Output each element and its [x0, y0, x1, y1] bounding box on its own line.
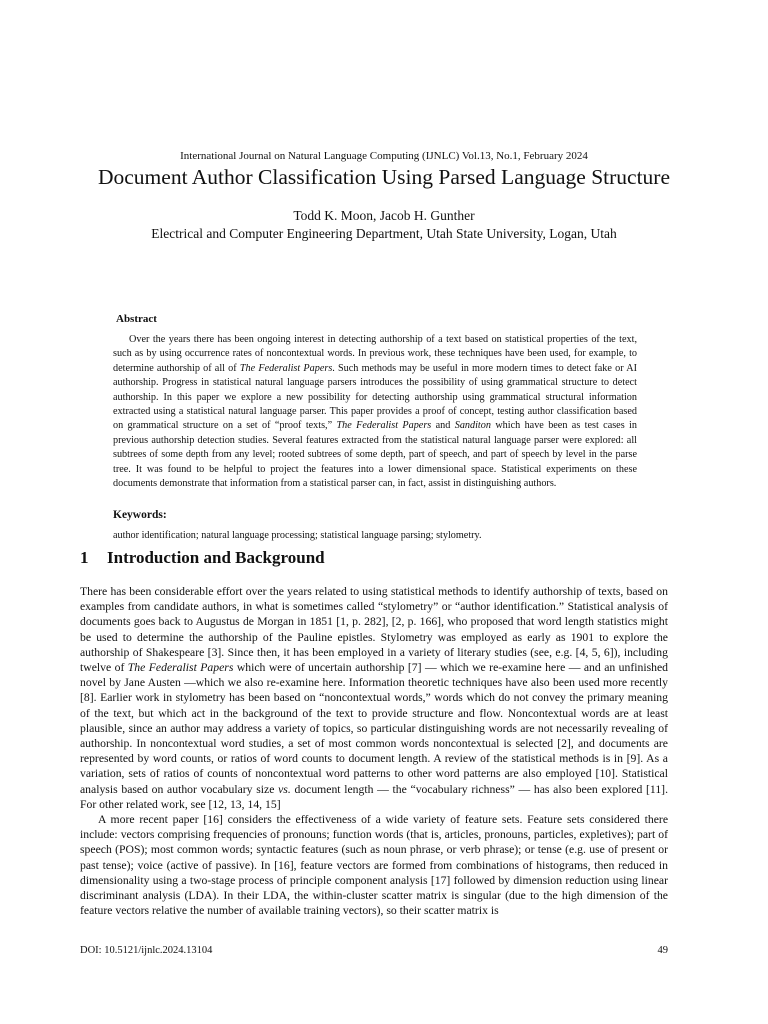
footer-doi: DOI: 10.5121/ijnlc.2024.13104 [80, 945, 213, 956]
section-heading [80, 548, 325, 568]
section-body [80, 584, 668, 918]
paragraph-1: There has been considerable effort over the years related to using statistical methods to identify authorship of texts, based on examples from candidate authors, in what is sometimes called “stylometry” or “author identification.” Statistical analysis of documents goes back to Augustus de Morgan in 1851 [1, p. 282], [2, p. 166], who proposed that word length statistics might be used to determine the authorship of the Pauline epistles. Stylometry was employed as early as 1901 to explore the authorship of Shakespeare [3]. Since then, it has been employed in a variety of literary studies (see, e.g. [4, 5, 6]), including twelve of The Federalist Papers which were of uncertain authorship [7] — which we re-examine here — and an unfinished novel by Jane Austen —which we also re-examine here. Information theoretic techniques have also been used more recently [8]. Earlier work in stylometry has been based on “noncontextual words,” words which do not convey the primary meaning of the text, but which act in the background of the text to provide structure and flow. Noncontextual words are at least plausible, since an author may address a variety of topics, so particular distinguishing words are not necessarily revealing of authorship. In noncontextual word studies, a set of most common words noncontextual is selected [2], and documents are represented by word counts, or ratios of word counts to document length. A review of the statistical methods is in [9]. As a variation, sets of ratios of counts of noncontextual word patterns to other word patterns are also employed [10]. Statistical analysis based on author vocabulary size vs. document length — the “vocabulary richness” — has also been explored [11]. For other related work, see [12, 13, 14, 15] [80, 585, 669, 811]
keywords-text: author identification; natural language processing; statistical language parsing; stylometry. [113, 530, 482, 541]
page-number: 49 [657, 945, 668, 956]
section-number: 1 [80, 548, 89, 567]
journal-header: International Journal on Natural Language Computing (IJNLC) Vol.13, No.1, February 2024 [180, 150, 588, 162]
affiliation: Electrical and Computer Engineering Department, Utah State University, Logan, Utah [151, 226, 617, 241]
section-title: Introduction and Background [107, 548, 325, 567]
authors: Todd K. Moon, Jacob H. Gunther [293, 208, 475, 223]
abstract-text: Over the years there has been ongoing interest in detecting authorship of a text based on statistical properties of the text, such as by using occurrence rates of noncontextual words. In previous work, these techniques have been used, for example, to determine authorship of all of The Federalist Papers. Such methods may be useful in more modern times to detect fake or AI authorship. Progress in statistical natural language parsers introduces the possibility of using grammatical structure to detect authorship. In this paper we explore a new possibility for detecting authorship using grammatical structural information extracted using a statistical natural language parser. This paper provides a proof of concept, testing author classification based on grammatical structure on a set of “proof texts,” The Federalist Papers and Sanditon which have been as test cases in previous authorship detection studies. Several features extracted from the statistical natural language parser were explored: all subtrees of some depth from any level; rooted subtrees of some depth, part of speech, and part of speech by level in the parse tree. It was found to be helpful to project the features into a lower dimensional space. Statistical experiments on these documents demonstrate that information from a statistical parser can, in fact, assist in distinguishing authors. [113, 334, 637, 490]
abstract-heading: Abstract [116, 313, 157, 325]
paper-title: Document Author Classification Using Parsed Language Structure [97, 165, 671, 189]
paragraph-2: A more recent paper [16] considers the effectiveness of a wide variety of feature sets. Feature sets considered there include: vectors comprising frequencies of pronouns; function words (that is, articles, pronouns, particles, expletives); part of speech (POS); most common words; syntactic features (such as noun phrase, or verb phrase); or tense (e.g. use of present or past tense); voice (active of passive). In [16], feature vectors are formed from combinations of histograms, then reduced in dimensionality using a two-stage process of principle component analysis [17] followed by dimension reduction using linear discriminant analysis (LDA). In their LDA, the within-cluster scatter matrix is singular (due to the high dimension of the feature vectors relative the number of available training vectors), so their scatter matrix is [80, 813, 668, 918]
keywords-heading: Keywords: [113, 509, 167, 521]
